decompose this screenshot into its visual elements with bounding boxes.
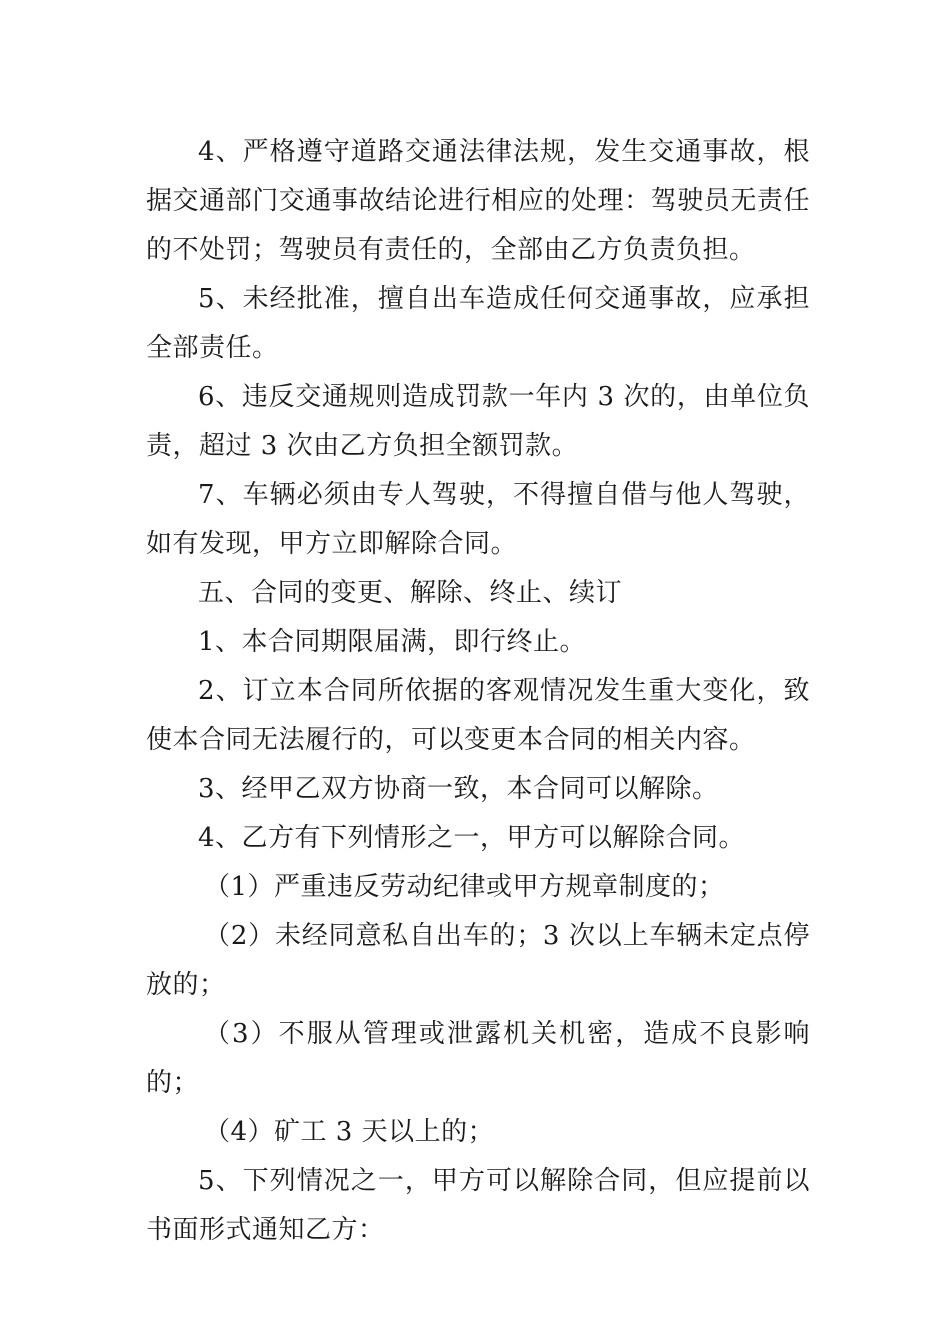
document-body [146,128,810,1255]
sub-item-1: （1）严重违反劳动纪律或甲方规章制度的； [204,872,725,902]
paragraph-clause-4-traffic-laws: 4、严格遵守道路交通法律法规，发生交通事故，根据交通部门交通事故结论进行相应的处理：驾驶员无责任的不处罚；驾驶员有责任的，全部由乙方负责负担。 [146,137,810,265]
paragraph-termination-2: 2、订立本合同所依据的客观情况发生重大变化，致使本合同无法履行的，可以变更本合同的相关内容。 [146,676,810,755]
paragraph-termination-4: 4、乙方有下列情形之一，甲方可以解除合同。 [198,823,746,853]
paragraph-termination-5: 5、下列情况之一，甲方可以解除合同，但应提前以书面形式通知乙方： [146,1166,810,1245]
sub-item-3: （3）不服从管理或泄露机关机密，造成不良影响的； [146,1019,810,1098]
sub-item-2: （2）未经同意私自出车的；3 次以上车辆未定点停放的； [146,921,810,1000]
paragraph-clause-5-unauthorized-driving: 5、未经批准，擅自出车造成任何交通事故，应承担全部责任。 [146,284,810,363]
paragraph-clause-7-designated-driver: 7、车辆必须由专人驾驶，不得擅自借与他人驾驶，如有发现，甲方立即解除合同。 [146,480,810,559]
paragraph-clause-6-fines: 6、违反交通规则造成罚款一年内 3 次的，由单位负责，超过 3 次由乙方负担全额罚款。 [146,382,810,461]
section-heading-contract-changes: 五、合同的变更、解除、终止、续订 [198,578,623,608]
sub-item-4: （4）矿工 3 天以上的； [204,1117,495,1147]
paragraph-termination-1: 1、本合同期限届满，即行终止。 [198,627,587,657]
paragraph-termination-3: 3、经甲乙双方协商一致，本合同可以解除。 [198,774,719,804]
